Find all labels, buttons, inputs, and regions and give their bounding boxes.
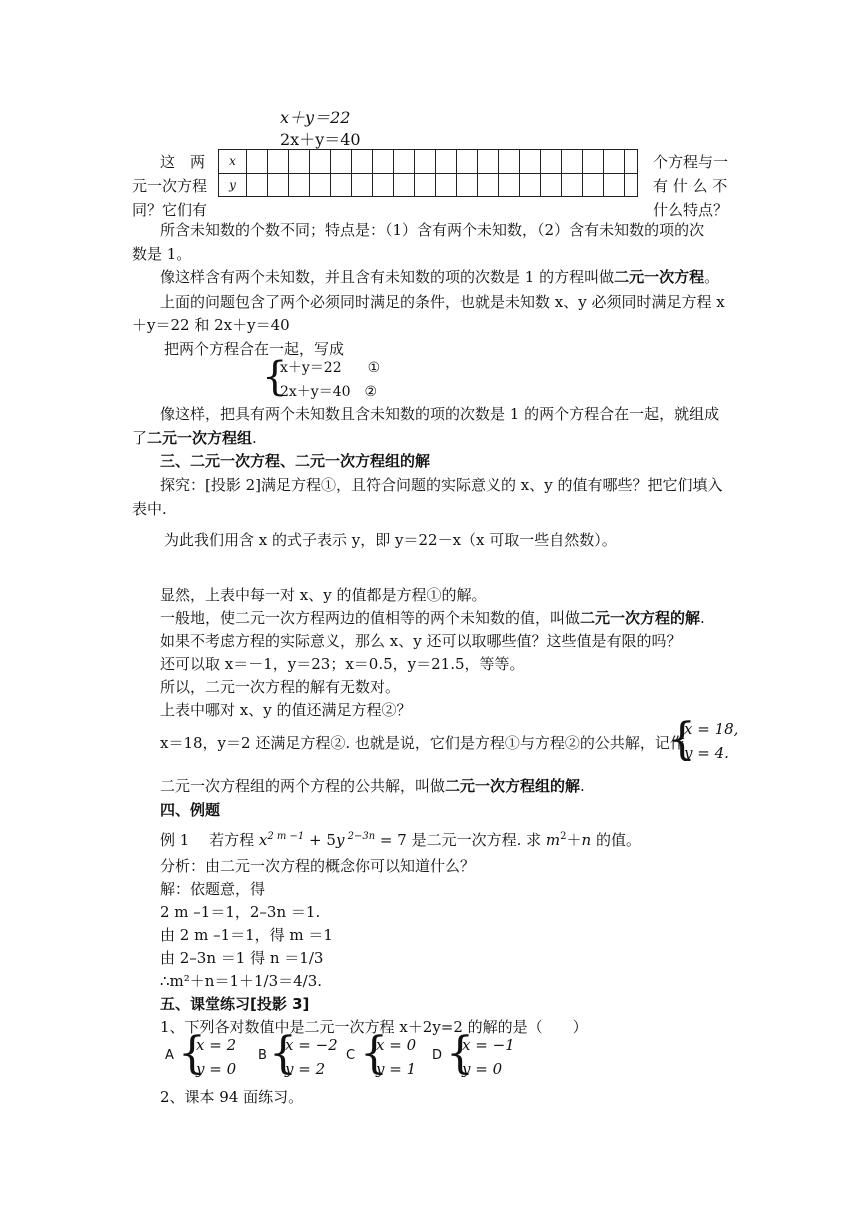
table-cell[interactable] bbox=[331, 174, 352, 197]
table-cell[interactable] bbox=[268, 150, 289, 173]
table-cell[interactable] bbox=[583, 174, 604, 197]
paragraph-express-y: 为此我们用含 x 的式子表示 y，即 y＝22－x（x 可取一些自然数）。 bbox=[164, 531, 617, 549]
brace-icon: { bbox=[269, 1028, 297, 1079]
table-cell[interactable] bbox=[562, 150, 583, 173]
paragraph-combine: 把两个方程合在一起，写成 bbox=[164, 340, 345, 358]
table-cell[interactable] bbox=[625, 174, 637, 197]
answer-table-row-x bbox=[219, 150, 637, 173]
solution-line-3: 由 2 m –1＝1，得 m ＝1 bbox=[160, 926, 333, 944]
intro-left-line-2: 元一次方程 bbox=[132, 177, 208, 195]
solution-line-1: 解：依题意，得 bbox=[160, 880, 266, 898]
intro-right-line-3: 什么特点？ bbox=[653, 201, 729, 219]
term-linear-system: 二元一次方程组 bbox=[147, 429, 253, 447]
paragraph-explore-line-2: 表中. bbox=[132, 500, 167, 518]
solution-line-4: 由 2–3n ＝1 得 n ＝1/3 bbox=[160, 949, 324, 967]
brace-icon: { bbox=[178, 1028, 206, 1079]
table-cell[interactable] bbox=[247, 174, 268, 197]
paragraph-features-line-2: 数是 1。 bbox=[132, 245, 192, 263]
system-2-row-1: x = 18, bbox=[684, 720, 739, 738]
table-cell[interactable] bbox=[520, 150, 541, 173]
term-linear-equation: 二元一次方程 bbox=[614, 268, 705, 286]
table-cell[interactable] bbox=[541, 174, 562, 197]
table-cell[interactable] bbox=[478, 150, 499, 173]
table-cell[interactable] bbox=[604, 150, 625, 173]
paragraph-conditions-line-2: ＋y＝22 和 2x＋y＝40 bbox=[132, 316, 290, 334]
exercise-2: 2、课本 94 面练习。 bbox=[160, 1088, 304, 1106]
table-cell[interactable] bbox=[478, 174, 499, 197]
paragraph-infinite: 所以，二元一次方程的解有无数对。 bbox=[160, 678, 401, 696]
table-cell[interactable] bbox=[289, 150, 310, 173]
system-2-row-2: y = 4. bbox=[684, 744, 729, 762]
term-equation-solution: 二元一次方程的解 bbox=[580, 609, 701, 627]
system-2 bbox=[684, 717, 738, 765]
intro-equation-2: 2x＋y＝40 bbox=[280, 130, 361, 149]
option-c-system[interactable]: x = 0 y = 1 bbox=[376, 1036, 417, 1078]
table-cell[interactable] bbox=[415, 174, 436, 197]
table-cell[interactable] bbox=[583, 150, 604, 173]
table-cell[interactable] bbox=[436, 174, 457, 197]
table-cell[interactable] bbox=[604, 174, 625, 197]
option-a-system[interactable]: x = 2 y = 0 bbox=[196, 1036, 237, 1078]
intro-right-line-2: 有 什 么 不 bbox=[653, 177, 728, 195]
option-d-label: D bbox=[432, 1048, 443, 1063]
paragraph-system-solution-def: 二元一次方程组的两个方程的公共解，叫做二元一次方程组的解. bbox=[160, 777, 585, 795]
paragraph-solution-def: 一般地，使二元一次方程两边的值相等的两个未知数的值，叫做二元一次方程的解. bbox=[160, 609, 705, 627]
table-cell[interactable] bbox=[352, 174, 373, 197]
section-heading-3: 三、二元一次方程、二元一次方程组的解 bbox=[160, 452, 431, 470]
table-cell[interactable] bbox=[394, 150, 415, 173]
paragraph-common-solution: x＝18，y＝2 还满足方程②. 也就是说，它们是方程①与方程②的公共解，记作 bbox=[160, 734, 685, 752]
option-d-system[interactable]: x = −1 y = 0 bbox=[462, 1036, 515, 1078]
table-cell[interactable] bbox=[247, 150, 268, 173]
table-cell[interactable] bbox=[436, 150, 457, 173]
table-cell[interactable] bbox=[625, 150, 637, 173]
paragraph-obvious: 显然，上表中每一对 x、y 的值都是方程①的解。 bbox=[160, 586, 487, 604]
intro-left-line-3: 同？它们有 bbox=[132, 201, 208, 219]
paragraph-explore-line-1: 探究：[投影 2]满足方程①，且符合问题的实际意义的 x、y 的值有哪些？把它们填入 bbox=[160, 476, 723, 494]
system-1 bbox=[280, 356, 380, 404]
brace-icon: { bbox=[360, 1028, 388, 1079]
table-cell[interactable] bbox=[352, 150, 373, 173]
option-b-system[interactable]: x = −2 y = 2 bbox=[285, 1036, 338, 1078]
system-1-row-2: 2x＋y＝40 ② bbox=[280, 384, 378, 400]
table-cell[interactable] bbox=[373, 174, 394, 197]
table-cell[interactable] bbox=[394, 174, 415, 197]
paragraph-other-values: 还可以取 x＝－1，y＝23；x＝0.5，y＝21.5，等等。 bbox=[160, 655, 525, 673]
table-cell[interactable] bbox=[562, 174, 583, 197]
table-cell[interactable] bbox=[457, 174, 478, 197]
analysis: 分析：由二元一次方程的概念你可以知道什么？ bbox=[160, 857, 476, 875]
table-cell[interactable] bbox=[331, 150, 352, 173]
table-cell[interactable] bbox=[415, 150, 436, 173]
paragraph-features-line-1: 所含未知数的个数不同；特点是：（1）含有两个未知数，（2）含有未知数的项的次 bbox=[160, 221, 705, 239]
term-system-solution: 二元一次方程组的解 bbox=[445, 777, 581, 795]
option-a-label: A bbox=[165, 1048, 174, 1063]
solution-line-5: ∴m²＋n＝1＋1/3＝4/3. bbox=[160, 972, 323, 990]
answer-table bbox=[218, 149, 638, 197]
table-cell[interactable] bbox=[310, 174, 331, 197]
table-cell[interactable] bbox=[457, 150, 478, 173]
table-cell[interactable] bbox=[520, 174, 541, 197]
paragraph-definition-equation: 像这样含有两个未知数，并且含有未知数的项的次数是 1 的方程叫做二元一次方程。 bbox=[160, 268, 720, 286]
answer-table-label-y: y bbox=[219, 174, 247, 197]
section-heading-4: 四、例题 bbox=[160, 801, 221, 819]
system-1-row-1: x＋y＝22 ① bbox=[280, 360, 381, 376]
intro-equation-1: x＋y＝22 bbox=[280, 108, 351, 127]
answer-table-label-x: x bbox=[219, 150, 247, 173]
table-cell[interactable] bbox=[289, 174, 310, 197]
option-b-label: B bbox=[258, 1048, 267, 1063]
table-cell[interactable] bbox=[373, 150, 394, 173]
table-cell[interactable] bbox=[310, 150, 331, 173]
paragraph-system-def-line-1: 像这样，把具有两个未知数且含未知数的项的次数是 1 的两个方程合在一起，就组成 bbox=[160, 405, 720, 423]
intro-left-line-1: 这 两 bbox=[160, 153, 206, 171]
brace-icon: { bbox=[262, 354, 288, 400]
table-cell[interactable] bbox=[541, 150, 562, 173]
table-cell[interactable] bbox=[499, 174, 520, 197]
solution-line-2: 2 m –1＝1，2–3n ＝1. bbox=[160, 903, 321, 921]
paragraph-system-def-line-2: 了二元一次方程组. bbox=[132, 429, 257, 447]
section-heading-5: 五、课堂练习[投影 3] bbox=[160, 995, 310, 1013]
brace-icon: { bbox=[668, 714, 696, 765]
intro-right-line-1: 个方程与一 bbox=[653, 153, 729, 171]
brace-icon: { bbox=[446, 1028, 474, 1079]
option-c-label: C bbox=[346, 1048, 356, 1063]
paragraph-question-values: 如果不考虑方程的实际意义，那么 x、y 还可以取哪些值？这些值是有限的吗？ bbox=[160, 632, 682, 650]
example-1: 例 1 若方程 $x^{2 m -1} + 5y$ $^{2-3n}$ = 7 是二元一次方程. 求 $m^2+n$ 的值。 bbox=[160, 831, 641, 849]
table-cell[interactable] bbox=[268, 174, 289, 197]
answer-table-row-y bbox=[219, 173, 637, 197]
exercise-1: 1、下列各对数值中是二元一次方程 x＋2y=2 的解的是（ ） bbox=[160, 1018, 588, 1036]
table-cell[interactable] bbox=[499, 150, 520, 173]
paragraph-which-pair: 上表中哪对 x、y 的值还满足方程②？ bbox=[160, 701, 412, 719]
paragraph-conditions-line-1: 上面的问题包含了两个必须同时满足的条件，也就是未知数 x、y 必须同时满足方程 x bbox=[160, 293, 725, 311]
